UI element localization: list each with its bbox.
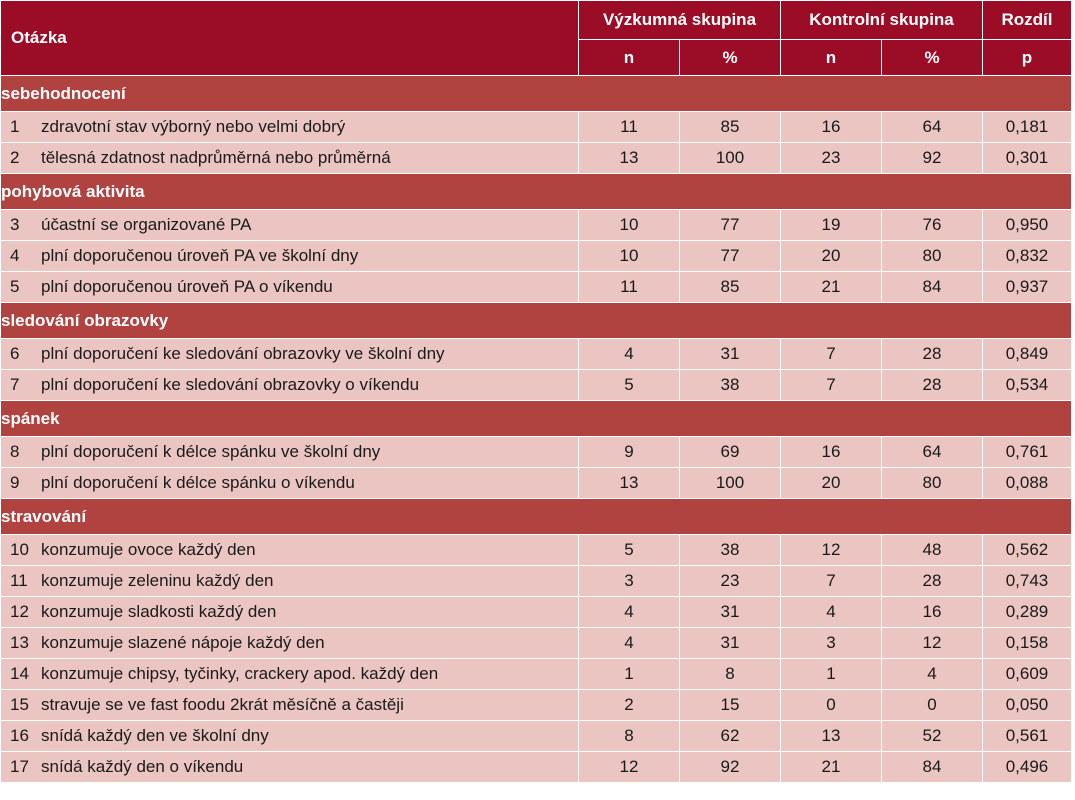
table-row [1,752,1072,783]
p-value: 0,301 [983,143,1072,174]
control-n: 20 [781,241,882,272]
research-pct: 69 [680,437,781,468]
p-value: 0,937 [983,272,1072,303]
row-number: 8 [1,437,35,468]
row-number: 13 [1,628,35,659]
row-number: 3 [1,210,35,241]
p-value: 0,849 [983,339,1072,370]
row-number: 6 [1,339,35,370]
table-row [1,659,1072,690]
control-n: 16 [781,437,882,468]
section-row [1,303,1072,339]
research-pct: 77 [680,210,781,241]
question-text: plní doporučení ke sledování obrazovky o víkendu [35,370,579,401]
control-n: 21 [781,752,882,783]
control-pct: 76 [882,210,983,241]
research-n: 2 [579,690,680,721]
research-n: 4 [579,339,680,370]
control-pct: 80 [882,468,983,499]
research-pct: 92 [680,752,781,783]
table-row [1,210,1072,241]
research-n: 4 [579,597,680,628]
question-text: konzumuje chipsy, tyčinky, crackery apod. každý den [35,659,579,690]
question-header: Otázka [1,1,579,76]
table-row [1,437,1072,468]
control-n: 13 [781,721,882,752]
research-n: 1 [579,659,680,690]
control-pct: 92 [882,143,983,174]
question-text: plní doporučení k délce spánku o víkendu [35,468,579,499]
control-pct: 80 [882,241,983,272]
research-pct-header: % [680,40,781,76]
control-pct: 28 [882,370,983,401]
research-pct: 31 [680,339,781,370]
p-value: 0,289 [983,597,1072,628]
p-value: 0,496 [983,752,1072,783]
row-number: 15 [1,690,35,721]
research-n: 11 [579,112,680,143]
research-n-header: n [579,40,680,76]
table-row [1,143,1072,174]
control-pct: 28 [882,339,983,370]
research-n: 5 [579,370,680,401]
p-value: 0,050 [983,690,1072,721]
question-text: konzumuje ovoce každý den [35,535,579,566]
question-text: stravuje se ve fast foodu 2krát měsíčně a častěji [35,690,579,721]
control-pct-header: % [882,40,983,76]
control-n: 12 [781,535,882,566]
row-number: 17 [1,752,35,783]
difference-header: Rozdíl [983,1,1072,40]
question-text: snídá každý den ve školní dny [35,721,579,752]
question-text: tělesná zdatnost nadprůměrná nebo průměrná [35,143,579,174]
section-title: sebehodnocení [1,76,1072,112]
p-value: 0,950 [983,210,1072,241]
question-text: konzumuje slazené nápoje každý den [35,628,579,659]
research-pct: 38 [680,370,781,401]
row-number: 5 [1,272,35,303]
research-group-header: Výzkumná skupina [579,1,781,40]
table-row [1,339,1072,370]
research-pct: 38 [680,535,781,566]
table-row [1,721,1072,752]
p-value: 0,761 [983,437,1072,468]
table-row [1,566,1072,597]
p-value: 0,743 [983,566,1072,597]
row-number: 4 [1,241,35,272]
control-n: 7 [781,339,882,370]
control-n: 7 [781,370,882,401]
control-pct: 0 [882,690,983,721]
section-title: stravování [1,499,1072,535]
control-pct: 52 [882,721,983,752]
table-row [1,597,1072,628]
row-number: 12 [1,597,35,628]
row-number: 7 [1,370,35,401]
table-row [1,628,1072,659]
table-row [1,690,1072,721]
row-number: 9 [1,468,35,499]
question-text: plní doporučení ke sledování obrazovky ve školní dny [35,339,579,370]
section-row [1,174,1072,210]
research-n: 8 [579,721,680,752]
research-pct: 15 [680,690,781,721]
research-pct: 100 [680,468,781,499]
section-row [1,499,1072,535]
research-pct: 23 [680,566,781,597]
question-text: plní doporučenou úroveň PA ve školní dny [35,241,579,272]
row-number: 16 [1,721,35,752]
section-title: spánek [1,401,1072,437]
p-value: 0,562 [983,535,1072,566]
control-n: 23 [781,143,882,174]
research-n: 5 [579,535,680,566]
research-n: 11 [579,272,680,303]
row-number: 10 [1,535,35,566]
p-value: 0,561 [983,721,1072,752]
table-row [1,468,1072,499]
research-n: 12 [579,752,680,783]
control-group-header: Kontrolní skupina [781,1,983,40]
control-pct: 4 [882,659,983,690]
control-pct: 16 [882,597,983,628]
research-pct: 8 [680,659,781,690]
control-n: 16 [781,112,882,143]
question-text: zdravotní stav výborný nebo velmi dobrý [35,112,579,143]
control-n: 7 [781,566,882,597]
control-pct: 84 [882,272,983,303]
control-pct: 64 [882,437,983,468]
control-n: 21 [781,272,882,303]
control-pct: 12 [882,628,983,659]
research-n: 3 [579,566,680,597]
row-number: 1 [1,112,35,143]
question-text: účastní se organizované PA [35,210,579,241]
section-row [1,401,1072,437]
control-pct: 28 [882,566,983,597]
research-n: 4 [579,628,680,659]
control-n: 0 [781,690,882,721]
control-n: 3 [781,628,882,659]
research-pct: 31 [680,628,781,659]
control-pct: 48 [882,535,983,566]
p-value: 0,088 [983,468,1072,499]
p-value: 0,832 [983,241,1072,272]
question-text: konzumuje zeleninu každý den [35,566,579,597]
p-value: 0,158 [983,628,1072,659]
question-text: plní doporučenou úroveň PA o víkendu [35,272,579,303]
control-n-header: n [781,40,882,76]
row-number: 14 [1,659,35,690]
table-body [1,76,1072,783]
control-n: 19 [781,210,882,241]
p-value: 0,609 [983,659,1072,690]
section-row [1,76,1072,112]
question-text: snídá každý den o víkendu [35,752,579,783]
control-n: 4 [781,597,882,628]
question-text: plní doporučení k délce spánku ve školní dny [35,437,579,468]
control-n: 20 [781,468,882,499]
control-n: 1 [781,659,882,690]
row-number: 11 [1,566,35,597]
research-pct: 85 [680,112,781,143]
research-pct: 77 [680,241,781,272]
research-pct: 62 [680,721,781,752]
section-title: pohybová aktivita [1,174,1072,210]
table-row [1,535,1072,566]
research-pct: 100 [680,143,781,174]
question-text: konzumuje sladkosti každý den [35,597,579,628]
control-pct: 84 [882,752,983,783]
control-pct: 64 [882,112,983,143]
p-value: 0,534 [983,370,1072,401]
table-row [1,370,1072,401]
research-n: 10 [579,241,680,272]
research-n: 9 [579,437,680,468]
row-number: 2 [1,143,35,174]
research-n: 10 [579,210,680,241]
table-row [1,241,1072,272]
p-value-header: p [983,40,1072,76]
header-row-top [1,1,1072,40]
research-pct: 31 [680,597,781,628]
table-row [1,112,1072,143]
section-title: sledování obrazovky [1,303,1072,339]
research-n: 13 [579,468,680,499]
research-n: 13 [579,143,680,174]
table-row [1,272,1072,303]
p-value: 0,181 [983,112,1072,143]
research-pct: 85 [680,272,781,303]
